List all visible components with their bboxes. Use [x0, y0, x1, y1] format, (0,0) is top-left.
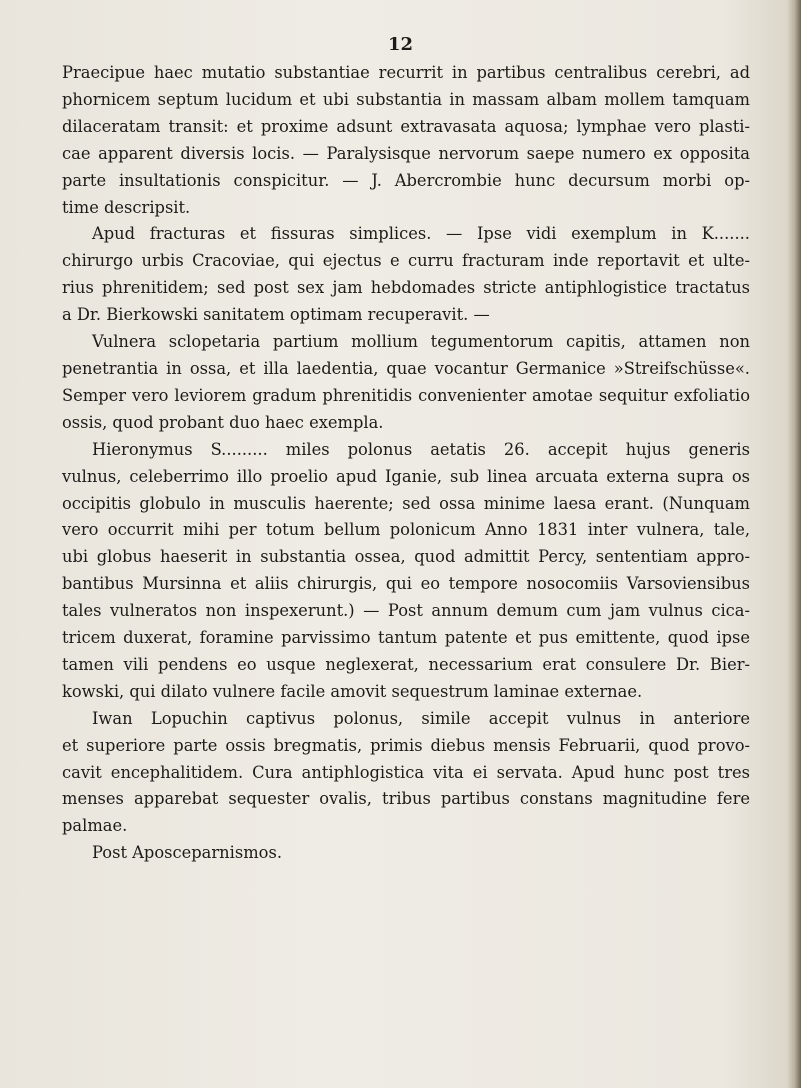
text-line: dilaceratam transit: et proxime adsunt extravasata aquosa; lymphae vero plasti- — [62, 116, 750, 136]
page-edge-shadow — [787, 0, 801, 1088]
text-line: palmae. — [62, 816, 128, 836]
text-line: time descripsit. — [62, 197, 191, 217]
text-line: tamen vili pendens eo usque neglexerat, necessarium erat consulere Dr. Bier- — [62, 654, 750, 674]
text-line: tales vulneratos non inspexerunt.) — Post annum demum cum jam vulnus cica- — [62, 601, 750, 621]
text-line: vero occurrit mihi per totum bellum polonicum Anno 1831 inter vulnera, tale, — [62, 520, 750, 540]
text-line: a Dr. Bierkowski sanitatem optimam recuperavit. — — [62, 305, 490, 325]
text-line: tricem duxerat, foramine parvissimo tantum patente et pus emittente, quod ipse — [62, 628, 750, 648]
text-line: phornicem septum lucidum et ubi substantia in massam albam mollem tamquam — [62, 89, 750, 109]
text-line: kowski, qui dilato vulnere facile amovit sequestrum laminae externae. — [62, 681, 643, 701]
text-line: cavit encephalitidem. Cura antiphlogistica vita ei servata. Apud hunc post tres — [62, 762, 750, 782]
text-line: ubi globus haeserit in substantia ossea, quod admittit Percy, sententiam appro- — [62, 547, 750, 567]
text-line: Semper vero leviorem gradum phrenitidis convenienter amotae sequitur exfoliatio — [62, 385, 750, 405]
text-line: et superiore parte ossis bregmatis, primis diebus mensis Februarii, quod provo- — [62, 735, 750, 755]
text-line: chirurgo urbis Cracoviae, qui ejectus e curru fracturam inde reportavit et ulte- — [62, 251, 750, 271]
page-number: 12 — [387, 34, 414, 55]
text-line: vulnus, celeberrimo illo proelio apud Iganie, sub linea arcuata externa supra os — [62, 466, 750, 486]
text-line: ossis, quod probant duo haec exempla. — [62, 412, 384, 432]
text-line: bantibus Mursinna et aliis chirurgis, qui eo tempore nosocomiis Varsoviensibus — [62, 574, 750, 594]
text-line: Post Aposceparnismos. — [92, 843, 282, 863]
text-line: Praecipue haec mutatio substantiae recurrit in partibus centralibus cerebri, ad — [62, 63, 750, 82]
body-text — [62, 60, 750, 867]
text-line: cae apparent diversis locis. — Paralysisque nervorum saepe numero ex opposita — [62, 143, 750, 163]
text-line: occipitis globulo in musculis haerente; sed ossa minime laesa erant. (Nunquam — [62, 493, 750, 513]
text-line: rius phrenitidem; sed post sex jam hebdomades stricte antiphlogistice tractatus — [62, 278, 750, 298]
text-line: Apud fracturas et fissuras simplices. — Ipse vidi exemplum in K....... — [92, 224, 750, 244]
text-line: parte insultationis conspicitur. — J. Abercrombie hunc decursum morbi op- — [62, 170, 750, 190]
text-line: Iwan Lopuchin captivus polonus, simile accepit vulnus in anteriore — [92, 708, 750, 728]
text-line: Vulnera sclopetaria partium mollium tegumentorum capitis, attamen non — [92, 332, 750, 352]
text-line: Hieronymus S......... miles polonus aetatis 26. accepit hujus generis — [92, 439, 750, 459]
text-line: penetrantia in ossa, et illa laedentia, quae vocantur Germanice »Streifschüsse«. — [62, 358, 750, 378]
text-line: menses apparebat sequester ovalis, tribus partibus constans magnitudine fere — [62, 789, 750, 809]
